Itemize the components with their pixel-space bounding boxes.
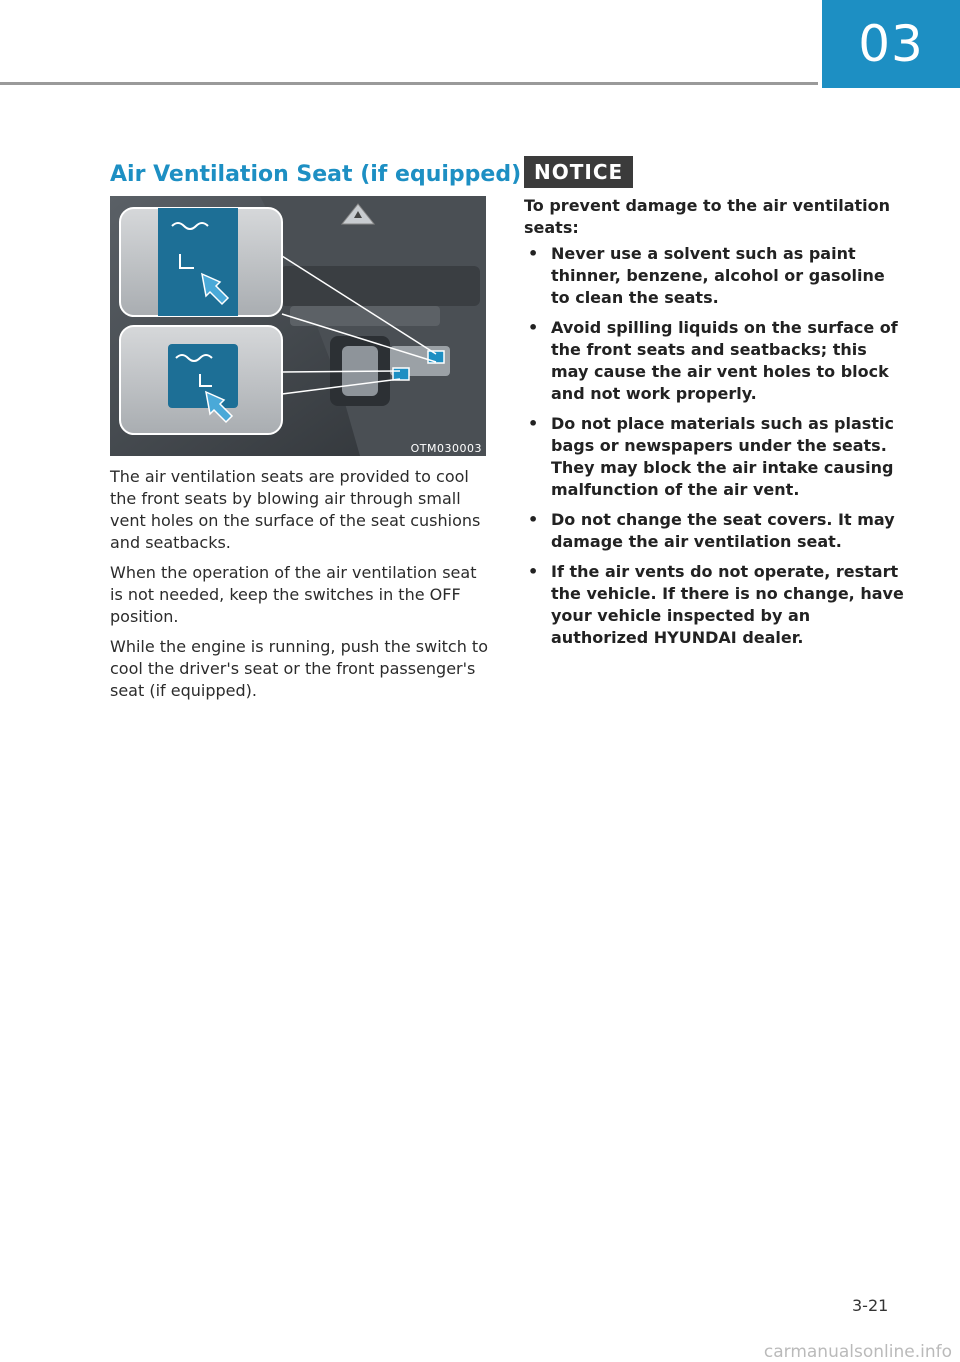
bullet-icon: • bbox=[528, 318, 539, 337]
console-illustration bbox=[110, 196, 486, 456]
ventilation-switch-figure bbox=[110, 196, 486, 456]
list-item-text: Never use a solvent such as paint thinner, benzene, alcohol or gasoline to clean the seats. bbox=[551, 244, 885, 307]
list-item bbox=[524, 509, 908, 553]
header-rule bbox=[0, 82, 818, 85]
bullet-icon: • bbox=[528, 414, 539, 433]
list-item-text: Avoid spilling liquids on the surface of the front seats and seatbacks; this may cause the air vent holes to block and not work properly. bbox=[551, 318, 898, 403]
notice-intro: To prevent damage to the air ventilation seats: bbox=[524, 196, 891, 237]
list-item-text: Do not change the seat covers. It may damage the air ventilation seat. bbox=[551, 510, 895, 551]
section-title: Air Ventilation Seat (if equipped) bbox=[110, 162, 522, 187]
notice-badge: NOTICE bbox=[524, 156, 633, 188]
bullet-icon: • bbox=[528, 510, 539, 529]
body-text bbox=[110, 466, 488, 710]
chapter-tab: 03 bbox=[822, 0, 960, 88]
body-paragraph: When the operation of the air ventilation seat is not needed, keep the switches in the OFF position. bbox=[110, 563, 477, 626]
bullet-icon: • bbox=[528, 562, 539, 581]
list-item-text: Do not place materials such as plastic bags or newspapers under the seats. They may block the air intake causing malfunction of the air vent. bbox=[551, 414, 894, 499]
body-paragraph: The air ventilation seats are provided to cool the front seats by blowing air through small vent holes on the surface of the seat cushions and seatbacks. bbox=[110, 467, 481, 552]
list-item-text: If the air vents do not operate, restart the vehicle. If there is no change, have your vehicle inspected by an authorized HYUNDAI dealer. bbox=[551, 562, 904, 647]
watermark: carmanualsonline.info bbox=[763, 1342, 952, 1362]
notice-list bbox=[524, 243, 908, 657]
figure-code: OTM030003 bbox=[410, 442, 482, 455]
list-item bbox=[524, 243, 908, 309]
list-item bbox=[524, 561, 908, 649]
page-number: 3-21 bbox=[852, 1296, 889, 1315]
list-item bbox=[524, 413, 908, 501]
bullet-icon: • bbox=[528, 244, 539, 263]
list-item bbox=[524, 317, 908, 405]
body-paragraph: While the engine is running, push the switch to cool the driver's seat or the front passenger's seat (if equipped). bbox=[110, 637, 488, 700]
